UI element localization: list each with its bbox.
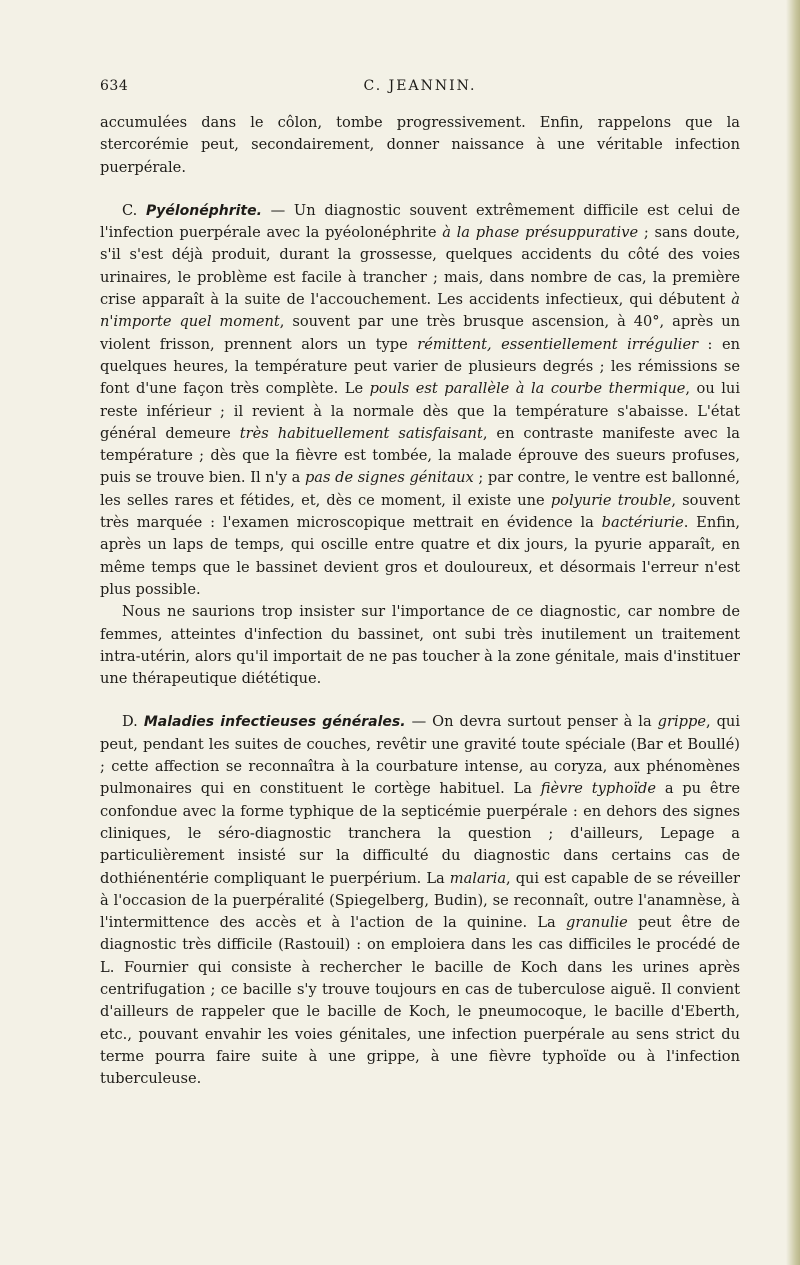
italic-phrase: fièvre typhoïde [540, 780, 657, 798]
text-run: ; sans doute, s'il s'est déjà produit, durant la grossesse, quelques accidents du côté des voies urinaires, le problème est facile à trancher ; mais, dans nombre de cas, la première crise apparaît à la suite de l'accouchement. Les accidents infectieux, qui débutent [100, 224, 740, 309]
paragraph [100, 711, 740, 1090]
italic-phrase: grippe [657, 713, 706, 731]
text-run: a pu être confondue avec la forme typhique de la septicémie puerpérale : en dehors des signes cliniques, le séro-diagnostic tranchera la question ; d'ailleurs, Lepage a particulièrement insisté sur la difficulté du diagnostic dans certains cas de dothiénentérie compliquant le puerpérium. La [100, 780, 740, 887]
paragraph [100, 601, 740, 690]
text-run: , qui est capable de se réveiller à l'occasion de la puerpéralité (Spiegelberg, Budin), se reconnaît, outre l'anamnèse, à l'intermittence des accès et à l'action de la quinine. La [100, 869, 740, 932]
text-run: D. [122, 713, 144, 731]
text-run: ; par contre, le ventre est ballonné, les selles rares et fétides, et, dès ce moment, il existe une [100, 469, 740, 509]
text-run: — Un diagnostic souvent extrêmement difficile est celui de l'infection puerpérale avec la pyéolonéphrite [100, 201, 740, 242]
italic-phrase: pouls est parallèle à la courbe thermique [369, 380, 686, 398]
page-number: 634 [100, 78, 129, 94]
text-run: accumulées dans le côlon, tombe progressivement. Enfin, rappelons que la stercorémie peut, secondairement, donner naissance à une véritable infection puerpérale. [100, 114, 740, 176]
italic-phrase: polyurie trouble [550, 491, 672, 509]
paragraph [100, 200, 740, 601]
italic-phrase: à la phase présuppurative [442, 224, 639, 242]
page-edge-shadow [786, 0, 800, 1265]
italic-phrase: très habituellement satisfaisant [239, 424, 483, 442]
text-run: . Enfin, après un laps de temps, qui oscille entre quatre et dix jours, la pyurie apparaît, en même temps que le bassinet devient gros et douloureux, et désormais l'erreur n'est plus possible. [100, 514, 740, 598]
text-run: , souvent très marquée : l'examen microscopique mettrait en évidence la [100, 491, 740, 532]
text-run: , ou lui reste inférieur ; il revient à la normale dès que la température s'abaisse. L'état général demeure [100, 380, 740, 442]
text-run: — On devra surtout penser à la [405, 713, 658, 731]
running-head: C. JEANNIN. [363, 78, 477, 94]
italic-phrase: pas de signes génitaux [304, 469, 474, 487]
text-run: , souvent par une très brusque ascension, à 40°, après un violent frisson, prennent alors un type [100, 313, 740, 353]
text-run: Nous ne saurions trop insister sur l'importance de ce diagnostic, car nombre de femmes, atteintes d'infection du bassinet, ont subi très inutilement un traitement intra-utérin, alors qu'il importait de ne pas toucher à la zone génitale, mais d'instituer une thérapeutique diététique. [100, 603, 740, 688]
text-run: , qui peut, pendant les suites de couches, revêtir une gravité toute spéciale (Bar et Boullé) ; cette affection se reconnaîtra à la courbature intense, au coryza, aux phénomènes pulmonaires qui en constituent le cortège habituel. La [100, 713, 741, 798]
section-heading: Pyélonéphrite. [145, 202, 262, 219]
italic-phrase: bactériurie [601, 514, 684, 532]
italic-phrase: malaria [449, 869, 507, 887]
page-header [100, 0, 740, 94]
italic-phrase: granulie [566, 914, 628, 932]
book-page [100, 0, 741, 1088]
italic-phrase: rémittent, essentiellement irrégulier [417, 335, 699, 353]
text-run: peut être de diagnostic très difficile (Rastouil) : on emploiera dans les cas difficiles le procédé de L. Fournier qui consiste à rechercher le bacille de Koch dans les urines après centrifugation ; ce bacille s'y trouve toujours en cas de tuberculose aiguë. Il convient d'ailleurs de rappeler que le bacille de Koch, le pneumocoque, le bacille d'Eberth, etc., pouvant envahir les voies génitales, une infection puerpérale au sens strict du terme pourra faire suite à une grippe, à une fièvre typhoïde ou à l'infection tuberculeuse. [100, 914, 740, 1088]
text-run: C. [122, 201, 146, 219]
text-run: : en quelques heures, la température peut varier de plusieurs degrés ; les rémissions se font d'une façon très complète. Le [100, 335, 740, 398]
body-text [100, 112, 740, 1090]
text-run: , en contraste manifeste avec la température ; dès que la fièvre est tombée, la malade éprouve des sueurs profuses, puis se trouve bien. Il n'y a [100, 424, 740, 487]
paragraph [100, 112, 740, 179]
section-heading: Maladies infectieuses générales. [143, 714, 406, 731]
italic-phrase: à n'importe quel moment [100, 291, 740, 331]
